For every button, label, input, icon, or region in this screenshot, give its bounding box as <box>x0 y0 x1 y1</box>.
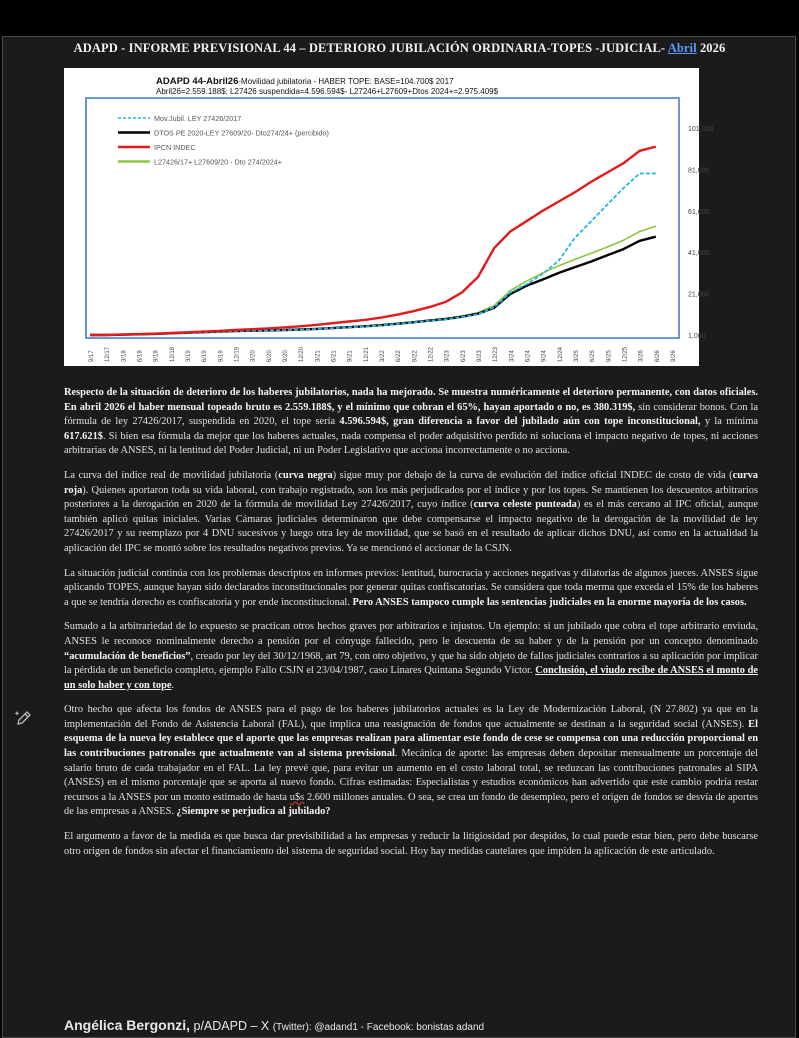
p4-conclusion: Conclusión, el viudo recibe de ANSES el monto de un solo haber y con tope <box>64 665 758 691</box>
mobility-chart <box>64 68 714 366</box>
y-tick-label: 101,000 <box>688 126 714 133</box>
legend-label: IPCN INDEC <box>154 143 196 152</box>
p2-bold-2: curva roja <box>64 469 759 496</box>
p5-text-3: 2.600 millones anuales. O sea, se crea un fondo de desempleo, pero el origen de fondos se desvía de aportes de las empresas a ANSES. <box>64 791 759 818</box>
x-tick-label: 9/24 <box>541 350 548 362</box>
x-tick-label: 6/18 <box>137 350 144 362</box>
p4-bold-1: “acumulación de beneficios” <box>64 650 191 662</box>
x-tick-label: 12/25 <box>622 346 629 362</box>
x-tick-label: 3/25 <box>574 350 580 362</box>
report-body <box>64 386 758 869</box>
author-org: p/ADAPD – X <box>190 1019 273 1033</box>
y-tick-label: 1,000 <box>688 333 706 340</box>
x-tick-label: 9/17 <box>89 350 95 362</box>
x-tick-label: 6/22 <box>396 350 403 362</box>
x-tick-label: 9/19 <box>218 350 225 362</box>
x-tick-label: 12/17 <box>105 346 112 362</box>
paragraph-1 <box>64 386 758 459</box>
author-name: Angélica Bergonzi, <box>64 1017 191 1033</box>
x-tick-label: 12/18 <box>169 346 176 362</box>
chart-subtitle: Abril26=2.559.188$; L27426 suspendida=4.596.594$- L27246+L27609+Dtos 2024+=2.975.409$ <box>156 87 499 96</box>
chart-svg <box>64 68 714 366</box>
p6-text-1: El argumento a favor de la medida es que busca dar previsibilidad a las empresas y reducir la litigiosidad por despidos, lo cual puede estar bien, pero debe buscarse otro origen de fondos sin afectar el financiamiento del sistema de seguridad social. Hoy hay medidas cautelares que impiden la aplicación de este articulado. <box>64 831 758 857</box>
p2-bold-1: curva negra <box>278 469 333 481</box>
x-tick-label: 6/20 <box>266 350 273 362</box>
p2-text-3: ). Quienes aportaron toda su vida laboral, con trabajo registrado, son los más perjudicados por el índice y por los topes. Se mantienen los descuentos arbitrarios posteriores a la derogación en 2020 de la fórmula de movilidad Ley 27426/2017, cuyo índice ( <box>64 484 758 511</box>
x-tick-label: 3/20 <box>250 350 257 362</box>
pen-sparkle-icon[interactable] <box>14 708 34 728</box>
x-tick-label: 9/22 <box>412 350 419 362</box>
x-tick-label: 3/19 <box>186 350 192 362</box>
x-tick-label: 3/26 <box>638 350 645 362</box>
p3-bold-1: Pero ANSES tampoco cumple las sentencias judiciales en la enorme mayoría de los casos. <box>352 596 747 608</box>
y-tick-label: 61,000 <box>688 208 710 216</box>
x-tick-label: 12/22 <box>428 346 435 362</box>
x-tick-label: 9/26 <box>671 350 677 362</box>
title-main: ADAPD - INFORME PREVISIONAL 44 – DETERIORO JUBILACIÓN ORDINARIA-TOPES -JUDICIAL- <box>73 41 666 55</box>
report-title <box>0 41 799 56</box>
p5-text-1: Otro hecho que afecta los fondos de ANSES para el pago de los haberes jubilatorios actuales es la Ley de Modernización Laboral, (N 27.802) ya que en la implementación del Fondo de Asistencia Laboral (FAL), que implica una reasignación de fondos que actualmente se destinan a la seguridad social (ANSES). <box>64 704 758 730</box>
p5-text-2: . Mecánica de aporte: las empresas deben depositar mensualmente un porcentaje del salario bruto de cada trabajador en el FAL. La ley prevé que, para evitar un aumento en el costo laboral total, se reduzcan las contribuciones patronales al SIPA (ANSES) en el mismo porcentaje que se aporta al nuevo fondo. Cifras estimadas: Especialistas y estudios económicos han advertido que este cambio podría restar recursos a la ANSES por un monto estimado de hasta <box>64 748 758 803</box>
x-tick-label: 6/26 <box>654 350 661 362</box>
x-tick-label: 9/18 <box>153 350 160 362</box>
p1-bold-3: 617.621$ <box>64 430 103 442</box>
x-tick-label: 6/19 <box>202 350 209 362</box>
p1-text-2: y la mínima <box>700 416 759 428</box>
p1-bold-1: Respecto de la situación de deterioro de los haberes jubilatorios, nada ha mejorado. Se muestra numéricamente el deterioro permanente, con datos oficiales. En abril 2026 el haber mensual topeado bruto es 2.559.188$, y el mínimo que cobran el 65%, hayan aportado o no, es 380.319$, <box>64 387 758 413</box>
x-tick-label: 9/25 <box>606 350 613 362</box>
x-tick-label: 6/25 <box>590 350 597 362</box>
x-tick-label: 3/18 <box>121 350 128 362</box>
x-tick-label: 3/24 <box>509 350 516 362</box>
x-tick-label: 12/20 <box>299 346 306 362</box>
top-black-bar <box>0 0 799 36</box>
p2-text-1: La curva del índice real de movilidad jubilatoria ( <box>64 469 279 481</box>
p1-text-1: sin considerar bonos. Con la fórmula de ley 27426/2017, suspendida en 2020, el tope sería <box>64 401 758 428</box>
x-tick-label: 3/22 <box>380 350 386 362</box>
y-tick-label: 81,000 <box>688 167 710 175</box>
p2-text-2: ) sigue muy por debajo de la curva de evolución del índice oficial INDEC de costo de vida ( <box>332 469 733 481</box>
paragraph-2 <box>64 469 758 557</box>
x-tick-label: 3/21 <box>315 350 322 362</box>
legend-label: L27426/17+ L27609/20 - Dto 274/2024+ <box>154 157 282 167</box>
x-tick-label: 12/19 <box>234 346 241 362</box>
x-tick-label: 9/23 <box>477 350 483 362</box>
legend-label: DTOS PE 2020-LEY 27609/20- Dto274/24+ (percibido) <box>154 128 329 138</box>
p1-text-3: . Si bien esa fórmula da mejor que los haberes actuales, nada compensa el poder adquisitivo perdido ni soluciona el impacto negativo de topes, ni acciones arbitrarias de ANSES, ni la lentitud del Poder Judicial, ni un Poder Legislativo que acciona incorrectamente o no acciona. <box>64 430 758 457</box>
legend-label: Mov.Jubil. LEY 27426/2017 <box>154 114 242 123</box>
x-tick-label: 6/21 <box>331 350 338 362</box>
footer-signature <box>64 1017 484 1035</box>
x-tick-label: 3/23 <box>444 350 451 362</box>
x-tick-label: 12/23 <box>493 346 500 362</box>
p4-text-2: , creado por ley del 30/12/1968, art 79, con otro objetivo, y que ha sido objeto de fallos judiciales contrarios a su aplicación por implicar la pérdida de un beneficio completo, ejemplo Fallo CSJN el 23/04/1987, caso Linares Quintana Segundo Víctor. <box>64 650 758 677</box>
title-month-link[interactable]: Abril <box>667 41 697 55</box>
y-tick-label: 41,000 <box>688 250 710 258</box>
p2-bold-3: curva celeste punteada <box>473 499 577 511</box>
paragraph-6 <box>64 830 758 859</box>
x-tick-label: 9/21 <box>347 350 354 362</box>
social-handles: (Twitter): @adand1 - Facebook: bonistas adand <box>272 1022 485 1033</box>
paragraph-4 <box>64 620 758 693</box>
x-axis <box>89 346 677 362</box>
x-tick-label: 12/21 <box>363 346 370 362</box>
x-tick-label: 6/23 <box>460 350 467 362</box>
p3-text-1: La situación judicial continúa con los problemas descriptos en informes previos: lentitud, burocracia y acciones negativas y dilatorias de algunos jueces. ANSES sigue aplicando TOPES, aunque hayan sido declarados inconstitucionales por generar quitas confiscatorias. Se considera que toda merma que exceda el 15% de los haberes a que se tendría derecho es confiscatoria y por ende inconstitucional. <box>64 567 758 608</box>
p4-text-3: . <box>171 679 175 691</box>
paragraph-5 <box>64 703 758 820</box>
p5-spellcheck-word[interactable]: u$s <box>289 791 305 803</box>
paragraph-3 <box>64 567 758 611</box>
y-tick-label: 21,000 <box>688 291 710 299</box>
x-tick-label: 6/24 <box>525 350 532 362</box>
p2-text-4: ) es el más cercano al IPC oficial, aunque también aplicó quitas iniciales. Varias Cámaras judiciales determinaron que debe compensarse el impacto negativo de la derogación de la movilidad de ley 27426/2017 y su reemplazo por 4 DNU sucesivos y luego otra ley de movilidad, que se basó en el resultado de aplicar dichos DNU, así como en la actualidad la aplicación del IPC se montó sobre los resultados negativos previos. Ya se mencionó el accionar de la CSJN. <box>64 499 758 554</box>
title-year: 2026 <box>699 41 726 55</box>
chart-title: ADAPD 44-Abril26-Movilidad jubilatoria - HABER TOPE: BASE=104.700$ 2017 <box>156 76 454 87</box>
x-tick-label: 9/20 <box>283 350 289 362</box>
p1-bold-2: 4.596.594$, gran diferencia a favor del jubilado aún con tope inconstitucional, <box>339 416 701 428</box>
x-tick-label: 12/24 <box>557 346 564 362</box>
p5-bold-1: El esquema de la nueva ley establece que el aporte que las empresas realizan para alimentar este fondo de cese se compensa con una reducción proporcional en las contribuciones patronales que actualmente van al sistema previsional <box>64 718 758 760</box>
p4-text-1: Sumado a la arbitrariedad de lo expuesto se practican otros hechos graves por arbitrarios e injustos. Un ejemplo: si un jubilado que cobra el tope arbitrario enviuda, ANSES le reconoce nominalmente derecho a pensión por el cónyuge fallecido, pero le descuenta de su haber y de la pensión por un concepto denominado <box>64 621 758 647</box>
p5-bold-2: ¿Siempre se perjudica al jubilado? <box>176 806 331 818</box>
